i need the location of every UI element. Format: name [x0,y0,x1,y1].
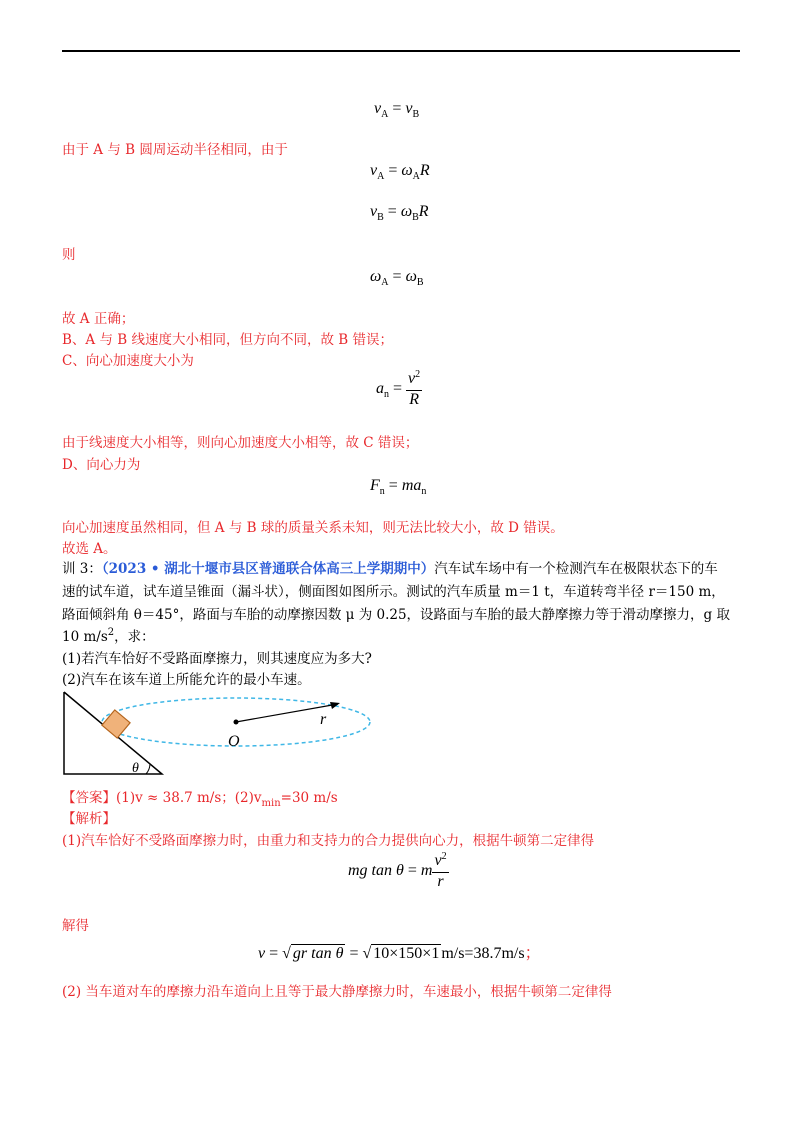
equation-centripetal-force: $F_n = ma_n$ [370,477,427,497]
text-choose-a: 故选 A。 [62,541,117,557]
car-block [102,710,130,738]
text-solve: 解得 [62,918,89,934]
text-option-b: B、A 与 B 线速度大小相同，但方向不同，故 B 错误； [62,332,393,348]
text-option-d-conclusion: 向心加速度虽然相同，但 A 与 B 球的质量关系未知，则无法比较大小，故 D 错误。 [62,520,564,536]
angle-arc [146,764,150,774]
answer-line: 【答案】(1)v ≈ 38.7 m/s；$(2)v_{min}=30$ m/s [62,790,338,809]
label-r: r [320,711,327,728]
text-same-radius: 由于 A 与 B 圆周运动半径相同，由于 [62,142,288,158]
text-a-correct: 故 A 正确； [62,311,135,327]
radius-arrowhead [330,702,340,709]
equation-centripetal-accel: $a_n$ = $\frac{v^2}{R}$ [376,369,421,408]
text-option-c: C、向心加速度大小为 [62,353,194,369]
equation-omega-equal: $\omega_A = \omega_B$ [370,268,424,288]
problem-line-4: 10 $m/s^2$，求： [62,627,155,645]
text-option-d: D、向心力为 [62,457,141,473]
label-theta: θ [132,761,139,776]
problem-line-1: 训 3：（2023 • 湖北十堰市县区普通联合体高三上学期期中）汽车试车场中有一个检测汽车在极限状态下的车 [62,561,718,577]
solution-step-1: (1)汽车恰好不受路面摩擦力时，由重力和支持力的合力提供向心力，根据牛顿第二定律得 [62,833,595,849]
equation-newton-1: mg tan θ = m $\frac{v^2}{r}$ [348,851,447,890]
question-2: (2)汽车在该车道上所能允许的最小车速。 [62,672,311,688]
text-option-c-conclusion: 由于线速度大小相等，则向心加速度大小相等，故 C 错误； [62,435,419,451]
problem-line-3: 路面倾斜角 θ＝45°，路面与车胎的动摩擦因数 μ 为 0.25，设路面与车胎的最大静摩擦力等于滑动摩擦力，g 取 [62,607,730,623]
equation-va-vb: $v_A = v_B$ [374,100,420,120]
solution-step-2: (2) 当车道对车的摩擦力沿车道向上且等于最大静摩擦力时，车速最小，根据牛顿第二定律得 [62,984,612,1000]
equation-speed-result: v = √ gr tan θ = √ 10×150×1 m/s=38.7m/s； [258,945,541,962]
equation-va-omega: $v_A = \omega_AR$ [370,162,430,182]
question-1: (1)若汽车恰好不受路面摩擦力，则其速度应为多大? [62,651,372,667]
header-rule [62,50,740,52]
equation-vb-omega: $v_B = \omega_BR$ [370,203,429,223]
text-then: 则 [62,247,76,263]
funnel-side-diagram [58,688,378,780]
problem-line-2: 速的试车道，试车道呈锥面（漏斗状），侧面图如图所示。测试的汽车质量 m＝1 t，车道转弯半径 r＝150 m， [62,584,725,600]
label-o: O [228,733,240,750]
analysis-tag: 【解析】 [62,811,116,827]
